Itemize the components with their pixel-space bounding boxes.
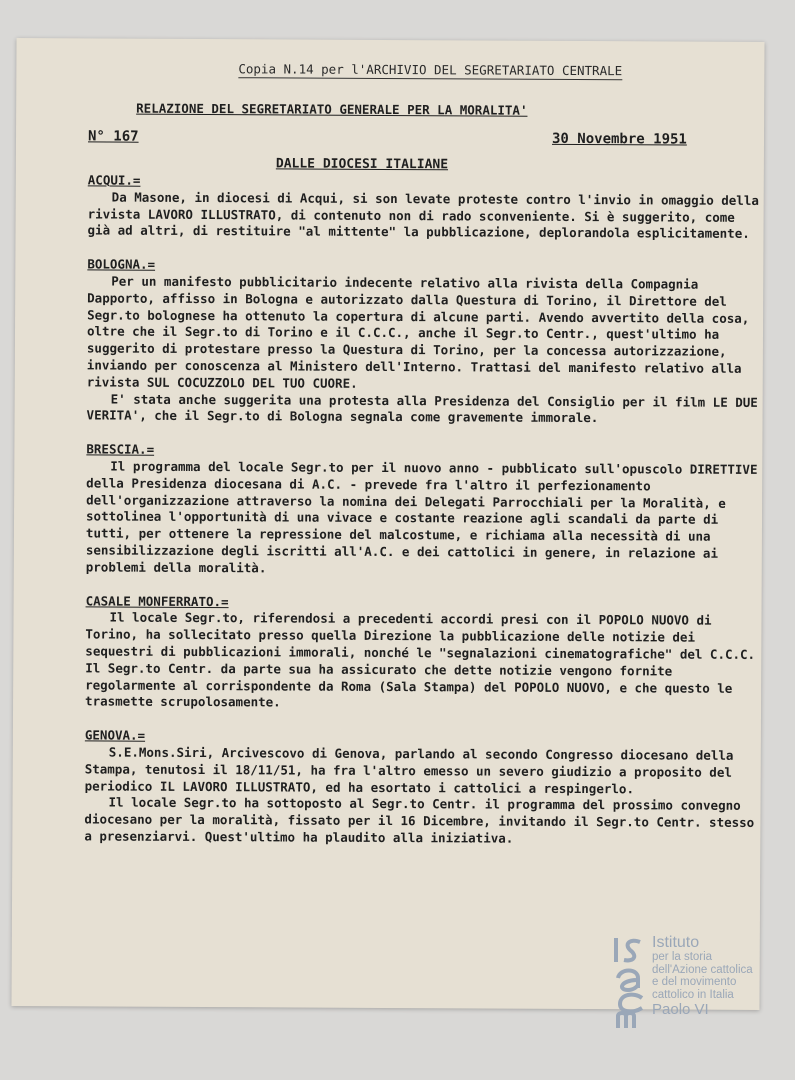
section-brescia bbox=[86, 436, 759, 580]
watermark-line: Istituto bbox=[652, 934, 700, 951]
section-heading: CASALE MONFERRATO.= bbox=[85, 592, 229, 609]
section-paragraph: Da Masone, in diocesi di Acqui, si son levate proteste contro l'invio in omaggio della rivista LAVORO ILLUSTRATO, di contenuto non di rado sconveniente. Si è suggerito, come già ad altri, di restituire "al mittente" la pubblicazione, deplorandola esplicitamente. bbox=[87, 189, 759, 242]
section-paragraph: Il locale Segr.to ha sottoposto al Segr.to Centr. il programma del prossimo convegno diocesano per la moralità, fissato per il 16 Dicembre, invitando il Segr.to Centr. stesso a presenziarvi. Quest'ultimo ha plaudito alla iniziativa. bbox=[84, 794, 755, 846]
section-heading: BRESCIA.= bbox=[86, 441, 155, 457]
watermark-line: dell'Azione cattolica bbox=[652, 963, 753, 976]
report-title: RELAZIONE DEL SEGRETARIATO GENERALE PER LA MORALITA' bbox=[136, 100, 528, 118]
watermark-line: cattolico in Italia bbox=[652, 988, 734, 1001]
isacem-watermark bbox=[608, 930, 768, 1042]
section-casale-monferrato bbox=[85, 587, 758, 714]
report-number: N° 167 bbox=[87, 128, 139, 145]
document-page bbox=[11, 38, 764, 1010]
report-body bbox=[84, 166, 760, 859]
watermark-line: e del movimento bbox=[652, 976, 737, 988]
report-date: 30 Novembre 1951 bbox=[551, 130, 687, 148]
archive-copy-note: Copia N.14 per l'ARCHIVIO DEL SEGRETARIATO CENTRALE bbox=[238, 61, 623, 79]
section-heading: BOLOGNA.= bbox=[87, 256, 156, 272]
section-heading: ACQUI.= bbox=[87, 172, 141, 188]
section-genova bbox=[84, 722, 757, 849]
section-heading: GENOVA.= bbox=[84, 727, 146, 743]
section-paragraph: S.E.Mons.Siri, Arcivescovo di Genova, parlando al secondo Congresso diocesano della Stampa, tenutosi il 18/11/51, ha fra l'altro emesso un severo giudizio a proposito del periodico IL LAVORO ILLUSTRATO, ed ha esortato i cattolici a respingerlo. bbox=[84, 744, 734, 796]
isacem-logo-icon bbox=[610, 932, 648, 1032]
watermark-line: Paolo VI bbox=[652, 1001, 709, 1018]
section-paragraph: E' stata anche suggerita una protesta alla Presidenza del Consiglio per il film LE DUE VERITA', che il Segr.to di Bologna segnala come gravemente immorale. bbox=[86, 391, 758, 426]
section-paragraph: Per un manifesto pubblicitario indecente relativo alla rivista della Compagnia Dapporto, affisso in Bologna e autorizzato dalla Questura di Torino, il Direttore del Segr.to bolognese ha ottenuto la copertura di alcune parti. Avendo avvertito della cosa, oltre che il Segr.to di Torino e il C.C.C., anche il Segr.to Centr., quest'ultimo ha suggerito di protestare presso la Questura di Torino, per la concessa autorizzazione, inviando per conoscenza al Ministero dell'Interno. Trattasi del manifesto relativo alla rivista SUL COCUZZOLO DEL TUO CUORE. bbox=[86, 273, 750, 391]
section-paragraph: Il locale Segr.to, riferendosi a precedenti accordi presi con il POPOLO NUOVO di Torino, ha sollecitato presso quella Direzione la pubblicazione delle notizie dei sequestri di pubblicazioni immorali, nonché le "segnalazioni cinematografiche" del C.C.C. Il Segr.to Centr. da parte sua ha assicurato che dette notizie vengono fornite regolarmente al corrispondente da Roma (Sala Stampa) del POPOLO NUOVO, e che questo le trasmette scrupolosamente. bbox=[85, 609, 756, 710]
watermark-text bbox=[652, 934, 753, 1019]
section-paragraph: Il programma del locale Segr.to per il nuovo anno - pubblicato sull'opuscolo DIRETTIVE della Presidenza diocesana di A.C. - prevede fra l'altro il perfezionamento dell'organizzazione attraverso la nomina dei Delegati Parrocchiali per la Moralità, e sottolinea l'opportunità di una vivace e costante reazione agli scandali da parte di tutti, per ottenere la repressione del malcostume, e richiama alla necessità di una sensibilizzazione degli iscritti all'A.C. e dei cattolici in genere, in relazione ai problemi della moralità. bbox=[85, 458, 758, 576]
section-acqui bbox=[87, 166, 759, 243]
watermark-line: per la storia bbox=[652, 951, 713, 963]
section-bologna bbox=[87, 251, 760, 428]
report-subtitle: DALLE DIOCESI ITALIANE bbox=[275, 156, 449, 173]
